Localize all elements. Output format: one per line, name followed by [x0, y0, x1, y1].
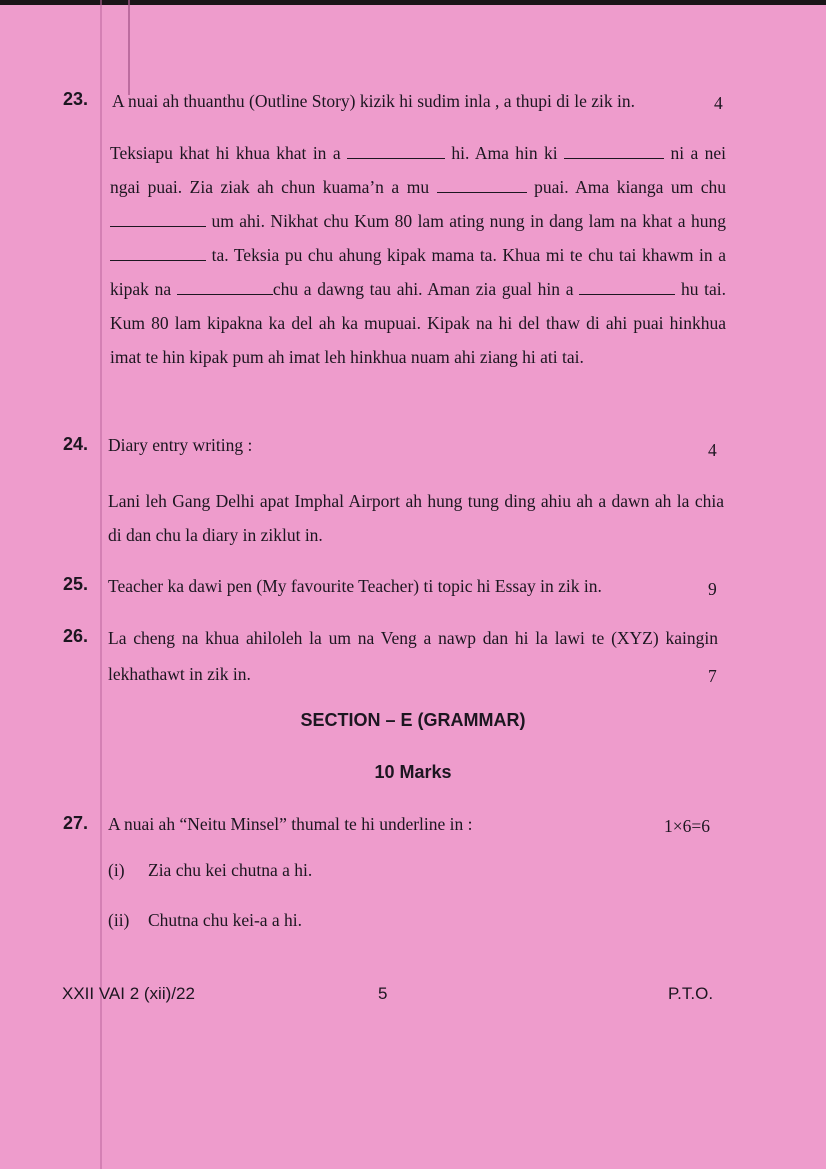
story-blank-2[interactable] — [564, 141, 664, 160]
story-segment-8: hu tai. Kum 80 lam kipakna ka del ah ka mupuai. Kipak na hi del thaw di ahi puai hinkhua imat te hin kipak pum ah imat leh hinkhua nuam ahi ziang hi ati tai. — [110, 279, 727, 367]
question-23-marks: 4 — [714, 93, 723, 113]
item-number: (i) — [108, 860, 125, 880]
story-blank-3[interactable] — [437, 175, 527, 194]
section-marks: 10 Marks — [374, 762, 452, 782]
question-26-text: La cheng na khua ahiloleh la um na Veng a nawp dan hi la lawi te (XYZ) kaingin lekhathawt in zik in. — [108, 628, 718, 684]
story-segment-3: ni a nei ngai puai. Zia ziak ah chun kuama’n a mu — [110, 143, 726, 197]
story-segment-1: Teksiapu khat hi khua khat in a — [110, 143, 347, 163]
question-number-24: 24. — [63, 434, 89, 454]
story-blank-6[interactable] — [177, 277, 273, 296]
outline-story — [110, 136, 726, 374]
story-segment-2: hi. Ama hin ki — [451, 143, 565, 163]
list-item — [108, 860, 312, 881]
item-text: Chutna chu kei-a a hi. — [148, 910, 303, 930]
question-24-marks: 4 — [708, 440, 717, 460]
question-number-27: 27. — [63, 813, 89, 833]
question-26-marks: 7 — [708, 666, 717, 686]
item-text: Zia chu kei chutna a hi. — [148, 860, 313, 880]
story-segment-6: ta. Teksia pu chu ahung kipak mama ta. Khua mi te chu tai khawm in a kipak na — [110, 245, 726, 299]
item-number: (ii) — [108, 910, 130, 930]
story-blank-1[interactable] — [347, 141, 445, 160]
question-number-23: 23. — [63, 89, 89, 109]
paper-code: XXII VAI 2 (xii)/22 — [62, 984, 195, 1003]
story-blank-4[interactable] — [110, 209, 206, 228]
question-25-marks: 9 — [708, 579, 717, 599]
question-25-text: Teacher ka dawi pen (My favourite Teacher) ti topic hi Essay in zik in. — [108, 576, 602, 596]
question-23-text: A nuai ah thuanthu (Outline Story) kizik hi sudim inla , a thupi di le zik in. — [112, 91, 635, 111]
story-blank-7[interactable] — [579, 277, 675, 296]
top-edge — [0, 0, 826, 5]
question-24-body: Lani leh Gang Delhi apat Imphal Airport ah hung tung ding ahiu ah a dawn ah la chia di dan chu la diary in ziklut in. — [108, 491, 724, 545]
page-number: 5 — [378, 984, 388, 1003]
section-title: SECTION – E (GRAMMAR) — [300, 710, 526, 730]
story-segment-5: um ahi. Nikhat chu Kum 80 lam ating nung in dang lam na khat a hung — [211, 211, 727, 231]
story-segment-4: puai. Ama kianga um chu — [534, 177, 726, 197]
story-segment-7: chu a dawng tau ahi. Aman zia gual hin a — [272, 279, 580, 299]
question-24-text: Diary entry writing : — [108, 435, 253, 455]
question-27-text: A nuai ah “Neitu Minsel” thumal te hi underline in : — [108, 814, 473, 834]
story-blank-5[interactable] — [110, 243, 206, 262]
question-27-marks: 1×6=6 — [664, 816, 710, 836]
pto-label: P.T.O. — [668, 984, 714, 1003]
question-number-25: 25. — [63, 574, 89, 594]
question-number-26: 26. — [63, 626, 89, 646]
list-item — [108, 910, 302, 931]
margin-mark — [128, 0, 130, 95]
